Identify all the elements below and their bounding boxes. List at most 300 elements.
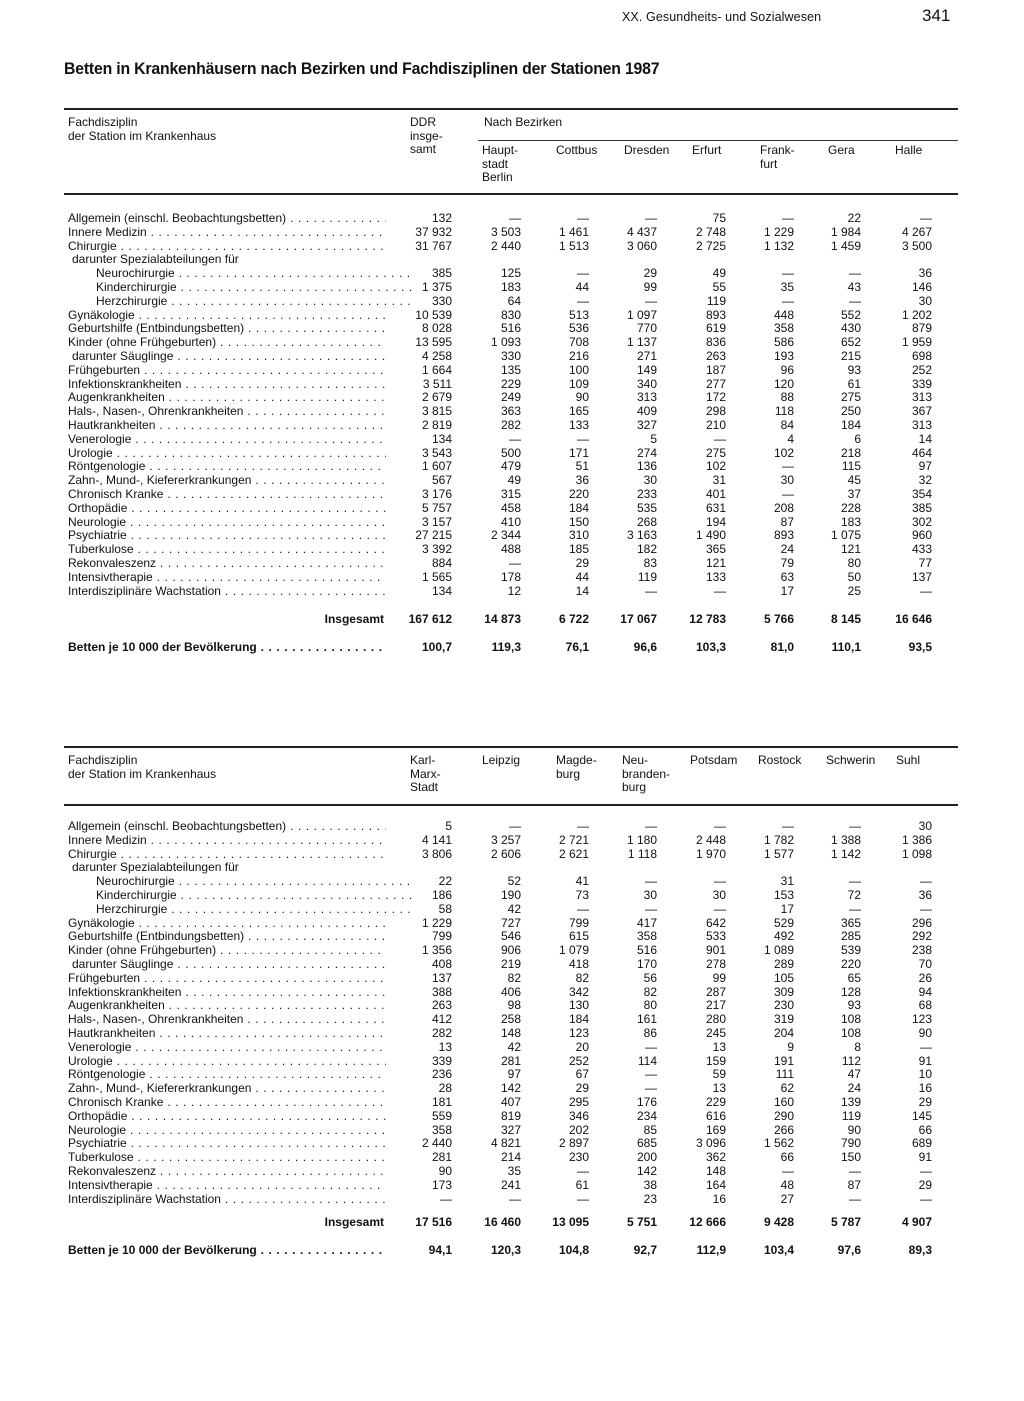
table-cell: 13 [438,1039,452,1054]
table-cell: 464 [911,445,932,460]
table-row [64,903,958,917]
table-cell: 642 [705,915,726,930]
table-cell: 3 157 [421,514,452,529]
table-cell: 327 [636,418,657,432]
table-cell: 24 [847,1081,861,1096]
table-cell: 45 [847,473,861,488]
row-label: Infektionskrankheiten . . . [68,986,386,1000]
table-cell: 448 [773,307,794,322]
table-cell: — [849,901,861,916]
table-cell: 1 664 [421,362,452,377]
row-label: Infektionskrankheiten . . . [68,378,386,392]
table-cell: 252 [568,1053,589,1068]
table-row [64,364,958,378]
row-label: Chronisch Kranke . . . [68,488,386,502]
table-cell: — [920,874,932,889]
table-cell: 149 [636,362,657,377]
table-cell: — [782,266,794,281]
table-cell: 339 [911,376,932,391]
table-cell: 190 [500,888,521,902]
table-cell: 228 [840,500,861,515]
table-cell: 93 [847,998,861,1013]
table-cell: 401 [705,487,726,501]
row-label: Venerologie . . . [68,1041,386,1055]
table-cell: 167 612 [408,612,452,626]
table-cell: 133 [705,569,726,584]
table-cell: 727 [500,915,521,930]
table-cell: 90 [438,1164,452,1178]
table-cell: 161 [636,1012,657,1027]
table-cell: 3 543 [421,445,452,460]
table-cell: 181 [431,1095,452,1109]
row-label: Intensivtherapie . . . [68,571,386,585]
row-label: Zahn-, Mund-, Kiefererkrankungen . . . [68,474,386,488]
table-cell: 59 [712,1067,726,1082]
table-cell: 3 176 [421,487,452,501]
table-cell: 93,5 [908,640,932,654]
table-cell: 210 [705,418,726,432]
table-cell: 86 [643,1026,657,1040]
table-row [64,1137,958,1151]
table-cell: 17 [780,901,794,916]
table-cell: 128 [840,984,861,999]
table-cell: 492 [773,929,794,944]
running-head: XX. Gesundheits- und Sozialwesen [622,10,822,24]
table-cell: — [645,211,657,225]
table-cell: 3 503 [490,224,521,239]
table-cell: 1 356 [421,943,452,958]
table-cell: 1 388 [830,832,861,847]
table-cell: 229 [705,1095,726,1109]
table-cell: — [509,431,521,446]
table-cell: 80 [643,998,657,1013]
table-cell: — [714,431,726,446]
table-cell: 770 [636,321,657,336]
table-cell: 479 [500,459,521,474]
table-cell: 30 [918,293,932,308]
table-row [64,848,958,862]
table-cell: 631 [705,500,726,515]
table-cell: 32 [918,473,932,488]
table-row [64,543,958,557]
table-cell: 64 [507,293,521,308]
table-cell: 49 [712,266,726,281]
table-cell: 330 [431,293,452,308]
table-cell: 3 096 [695,1136,726,1151]
table-cell: 9 [787,1039,794,1054]
table-cell: 87 [780,514,794,529]
row-label: Hals-, Nasen-, Ohrenkrankheiten . . . [68,405,386,419]
table-cell: 230 [568,1150,589,1165]
table-cell: 109 [568,376,589,391]
table-cell: 160 [773,1095,794,1109]
table-row [64,460,958,474]
col-header-neubrandenburg: Neu- branden- burg [622,753,671,794]
table-row [64,1165,958,1179]
table-cell: 36 [918,888,932,902]
table-cell: 263 [431,998,452,1013]
table-row [64,889,958,903]
table-cell: 37 [847,487,861,501]
table-cell: 567 [431,473,452,488]
row-label: Urologie . . . [68,1055,386,1069]
table-cell: 100,7 [421,640,452,654]
col-header-karl-marx-stadt: Karl- Marx- Stadt [410,753,441,794]
row-label: Herzchirurgie . . . [96,903,414,917]
table-cell: 94,1 [428,1243,452,1257]
table-row [64,820,958,834]
table-cell: — [645,1067,657,1082]
table-cell: 2 897 [558,1136,589,1151]
table-cell: 27 [780,1191,794,1206]
table-cell: 263 [705,349,726,363]
table-cell: 119,3 [491,640,521,654]
table-cell: 90 [847,1122,861,1137]
table-cell: 1 970 [695,846,726,861]
table-cell: 16 460 [484,1215,521,1229]
table-cell: 43 [847,280,861,294]
table-cell: 97 [918,459,932,474]
table-cell: 36 [575,473,589,488]
row-label: darunter Säuglinge . . . [72,350,390,364]
row-label: Allgemein (einschl. Beobachtungsbetten) . . . [68,212,386,226]
table-cell: — [782,211,794,225]
table-cell: — [577,211,589,225]
table-cell: 16 646 [895,612,932,626]
table-cell: 16 [712,1191,726,1206]
row-label: Zahn-, Mund-, Kiefererkrankungen . . . [68,1082,386,1096]
table-cell: 23 [643,1191,657,1206]
table-cell: 2 679 [421,390,452,405]
table-cell: 652 [840,335,861,350]
table-cell: 30 [918,819,932,833]
table-cell: — [920,1191,932,1206]
table-cell: 165 [568,404,589,419]
table-cell: 327 [500,1122,521,1137]
row-label: Urologie . . . [68,447,386,461]
table-cell: 4 141 [421,832,452,847]
table-cell: 313 [911,390,932,405]
row-label: Chirurgie . . . [68,240,386,254]
row-label: Geburtshilfe (Entbindungsbetten) . . . [68,930,386,944]
table-cell: — [782,819,794,833]
table-row [64,295,958,309]
table-cell: 150 [568,514,589,529]
table-cell: 80 [847,556,861,570]
row-label: Orthopädie . . . [68,502,386,516]
table-cell: 90 [575,390,589,405]
table-cell: 533 [705,929,726,944]
row-label: Interdisziplinäre Wachstation . . . [68,585,386,599]
table-cell: 513 [568,307,589,322]
table-cell: 150 [840,1150,861,1165]
table-cell: 3 815 [421,404,452,419]
table-cell: 85 [643,1122,657,1137]
table-cell: 339 [431,1053,452,1068]
table-cell: 8 145 [830,612,861,626]
table-cell: 184 [840,418,861,432]
table-row [64,1096,958,1110]
table-cell: 302 [911,514,932,529]
table-cell: 25 [847,583,861,598]
table-cell: 22 [847,211,861,225]
table-cell: 363 [500,404,521,419]
stub-header: Fachdisziplin der Station im Krankenhaus [68,115,217,143]
table-cell: 62 [780,1081,794,1096]
table-row [64,1193,958,1207]
table-cell: 1 459 [830,238,861,253]
table-cell: 30 [780,473,794,488]
table-cell: 142 [500,1081,521,1096]
table-cell: — [577,293,589,308]
table-cell: 55 [712,280,726,294]
table-cell: 250 [840,404,861,419]
table-cell: 893 [705,307,726,322]
table-cell: 66 [780,1150,794,1165]
table-cell: 137 [431,970,452,985]
table-cell: 77 [918,556,932,570]
table-cell: 2 344 [490,528,521,543]
table-cell: 96 [780,362,794,377]
table-cell: 125 [500,266,521,281]
table-cell: 146 [911,280,932,294]
table-cell: 500 [500,445,521,460]
row-label: Tuberkulose . . . [68,543,386,557]
table-cell: 1 202 [901,307,932,322]
row-label: Intensivtherapie . . . [68,1179,386,1193]
table-cell: 115 [841,459,861,474]
table-cell: 3 806 [421,846,452,861]
table-cell: 103,3 [695,640,726,654]
table-cell: — [849,819,861,833]
table-cell: 275 [705,445,726,460]
table-cell: 58 [438,901,452,916]
table-cell: — [645,874,657,889]
table-cell: 2 621 [558,846,589,861]
table-row [64,930,958,944]
table-cell: 552 [840,307,861,322]
table-cell: 12 666 [689,1215,726,1229]
table-cell: 960 [911,528,932,543]
col-header-frankfurt: Frank- furt [760,143,795,171]
table-cell: 139 [840,1095,861,1109]
col-header-ddr: DDR insge- samt [410,115,443,156]
table-row [64,1124,958,1138]
table-cell: 44 [575,280,589,294]
table-cell: 5 757 [421,500,452,515]
table-cell: 52 [507,874,521,889]
table-cell: 3 500 [901,238,932,253]
table-cell: — [645,1081,657,1096]
table-cell: 16 [918,1081,932,1096]
row-label: Neurologie . . . [68,516,386,530]
table-cell: — [714,583,726,598]
table-cell: 310 [568,528,589,543]
row-label: Psychiatrie . . . [68,1137,386,1151]
table-cell: 281 [500,1053,521,1068]
table-row [64,502,958,516]
table-cell: 4 [787,431,794,446]
table-cell: 315 [500,487,521,501]
table-row [64,585,958,599]
row-label: Hautkrankheiten . . . [68,419,386,433]
group-header: Nach Bezirken [484,115,563,129]
row-label: Augenkrankheiten . . . [68,391,386,405]
table-row [64,1151,958,1165]
table-cell: 136 [636,459,657,474]
table-cell: 586 [773,335,794,350]
table-cell: 105 [773,970,794,985]
table-cell: 10 [918,1067,932,1082]
table-cell: 330 [500,349,521,363]
table-cell: 2 606 [490,846,521,861]
table-cell: 204 [773,1026,794,1040]
table-cell: — [920,211,932,225]
table-cell: 68 [918,998,932,1013]
table-cell: 3 511 [422,376,452,391]
table-cell: 516 [636,943,657,958]
table-cell: 1 097 [626,307,657,322]
table-cell: 142 [636,1164,657,1178]
table-cell: 3 392 [421,542,452,557]
table-cell: 29 [575,1081,589,1096]
table-cell: 24 [780,542,794,557]
per-capita-row [64,641,958,655]
table-cell: 799 [568,915,589,930]
row-label: Psychiatrie . . . [68,529,386,543]
table-cell: 119 [841,1108,861,1123]
table-cell: 187 [705,362,726,377]
table-cell: 893 [773,528,794,543]
table-cell: 216 [568,349,589,363]
table-cell: 75 [712,211,726,225]
table-cell: 409 [636,404,657,419]
col-header-berlin: Haupt- stadt Berlin [482,143,519,184]
table-cell: 819 [500,1108,521,1123]
table-cell: 38 [643,1177,657,1192]
table-cell: 1 565 [421,569,452,584]
table-row [64,336,958,350]
table-cell: 132 [431,211,452,225]
table-cell: 790 [840,1136,861,1151]
table-cell: — [714,901,726,916]
table-cell: 295 [568,1095,589,1109]
table-cell: 1 490 [695,528,726,543]
table-cell: 44 [575,569,589,584]
row-label: Chirurgie . . . [68,848,386,862]
table-bezirke-part-2 [64,746,958,1266]
table-cell: 111 [775,1067,794,1082]
table-cell: 28 [438,1081,452,1096]
table-cell: 296 [911,915,932,930]
table-cell: 3 060 [626,238,657,253]
row-label: Kinderchirurgie . . . [96,889,414,903]
table-cell: 90 [918,1026,932,1040]
table-cell: 1 229 [763,224,794,239]
table-cell: 234 [636,1108,657,1123]
table-cell: 164 [705,1177,726,1192]
table-cell: 1 984 [830,224,861,239]
table-cell: 66 [918,1122,932,1137]
table-row [64,875,958,889]
table-row [64,447,958,461]
table-cell: 385 [431,266,452,281]
table-cell: 1 132 [763,238,794,253]
table-cell: 56 [643,970,657,985]
table-cell: — [849,293,861,308]
col-header-suhl: Suhl [896,753,921,767]
table-cell: — [577,431,589,446]
table-cell: 1 513 [558,238,589,253]
table-cell: 2 440 [421,1136,452,1151]
table-cell: 252 [911,362,932,377]
table-cell: 13 [712,1081,726,1096]
table-cell: 184 [568,500,589,515]
table-cell: 93 [847,362,861,377]
row-label: Orthopädie . . . [68,1110,386,1124]
table-cell: 2 819 [421,418,452,432]
table-cell: 433 [911,542,932,557]
table-row [64,433,958,447]
table-cell: 119 [706,293,726,308]
table-cell: 884 [431,556,452,570]
table-cell: 82 [507,970,521,985]
table-cell: 458 [500,500,521,515]
table-row [64,474,958,488]
row-label: Hals-, Nasen-, Ohrenkrankheiten . . . [68,1013,386,1027]
table-cell: 200 [636,1150,657,1165]
table-cell: 281 [431,1150,452,1165]
table-cell: 159 [705,1053,726,1068]
table-cell: 358 [773,321,794,336]
table-cell: 619 [705,321,726,336]
table-cell: 120,3 [490,1243,521,1257]
table-cell: 238 [911,943,932,958]
table-cell: 104,8 [558,1243,589,1257]
table-cell: 2 725 [695,238,726,253]
table-cell: 184 [568,1012,589,1027]
table-row [64,986,958,1000]
table-cell: 51 [575,459,589,474]
table-cell: 1 075 [830,528,861,543]
table-row [64,1068,958,1082]
table-cell: — [714,819,726,833]
table-cell: 271 [636,349,657,363]
table-cell: 410 [500,514,521,529]
table-row [64,1055,958,1069]
table-cell: 26 [918,970,932,985]
row-label: Venerologie . . . [68,433,386,447]
col-header-cottbus: Cottbus [556,143,598,157]
row-label: Geburtshilfe (Entbindungsbetten) . . . [68,322,386,336]
table-cell: — [849,1164,861,1178]
row-label: darunter Spezialabteilungen für [72,861,239,875]
row-label: Interdisziplinäre Wachstation . . . [68,1193,386,1207]
table-cell: 92,7 [633,1243,657,1257]
table-cell: 1 229 [421,915,452,930]
table-cell: 87 [847,1177,861,1192]
table-cell: 342 [568,984,589,999]
table-cell: 4 267 [901,224,932,239]
table-cell: — [645,1039,657,1054]
row-label: darunter Spezialabteilungen für [72,253,239,267]
table-cell: 1 098 [901,846,932,861]
table-cell: 220 [840,957,861,971]
table-cell: 799 [431,929,452,944]
table-cell: 233 [636,487,657,501]
total-row [64,1216,958,1230]
table-cell: 13 [712,1039,726,1054]
